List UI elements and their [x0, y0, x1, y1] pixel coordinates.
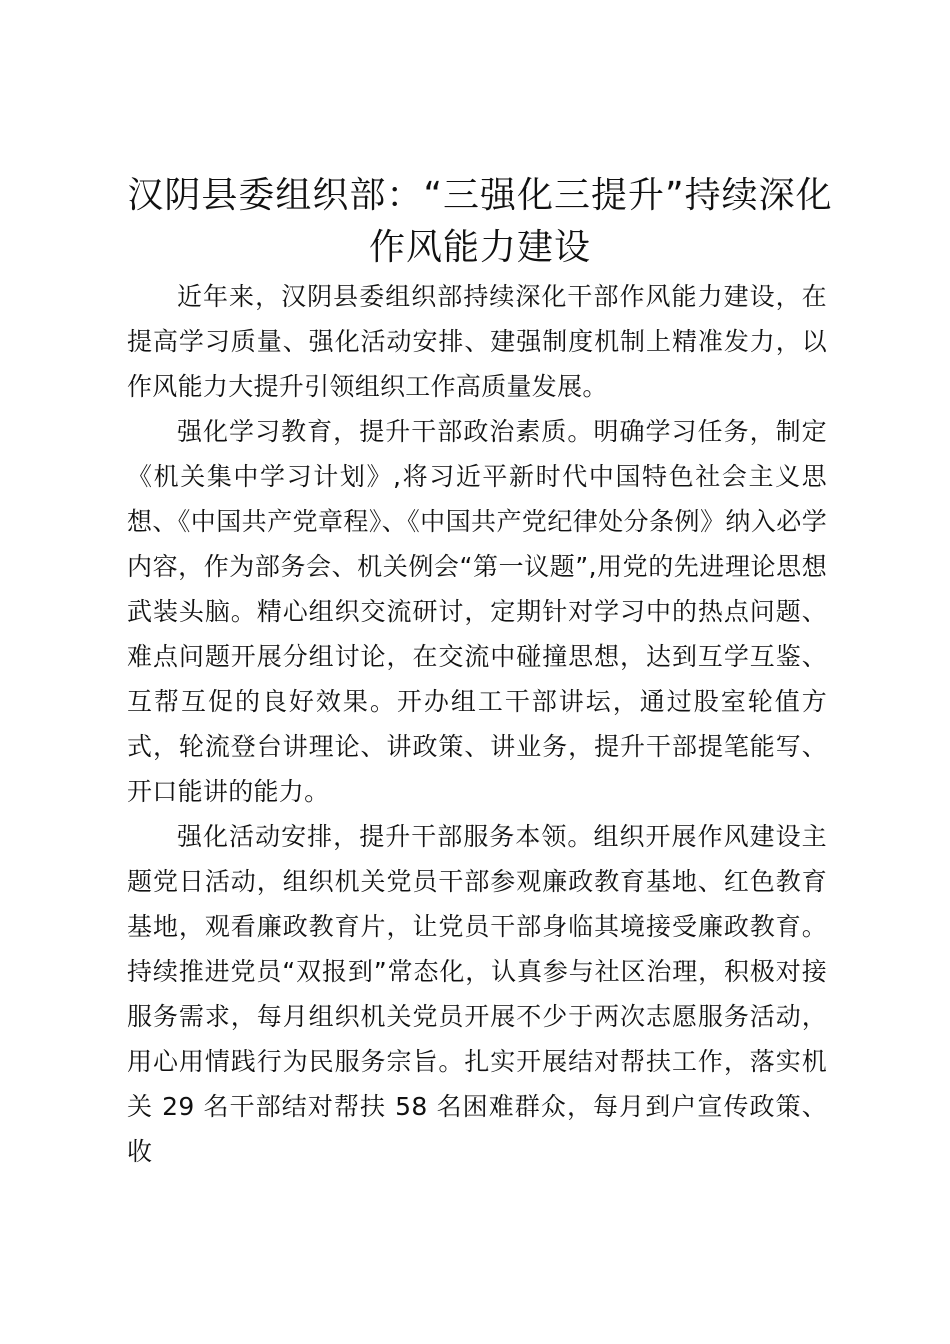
paragraph-activity-arrangement: 强化活动安排，提升干部服务本领。组织开展作风建设主题党日活动，组织机关党员干部参观廉政教育基地、红色教育基地，观看廉政教育片，让党员干部身临其境接受廉政教育。持续推进党员“双报到”常态化，认真参与社区治理，积极对接服务需求，每月组织机关党员开展不少于两次志愿服务活动，用心用情践行为民服务宗旨。扎实开展结对帮扶工作，落实机关 29 名干部结对帮扶 58 名困难群众，每月到户宣传政策、收	[127, 822, 827, 1166]
paragraph-study-education: 强化学习教育，提升干部政治素质。明确学习任务，制定《机关集中学习计划》,将习近平新时代中国特色社会主义思想、《中国共产党章程》、《中国共产党纪律处分条例》纳入必学内容，作为部务会、机关例会“第一议题”,用党的先进理论思想武装头脑。精心组织交流研讨，定期针对学习中的热点问题、难点问题开展分组讨论，在交流中碰撞思想，达到互学互鉴、互帮互促的良好效果。开办组工干部讲坛，通过股室轮值方式，轮流登台讲理论、讲政策、讲业务，提升干部提笔能写、开口能讲的能力。	[127, 417, 827, 806]
paragraph-intro: 近年来，汉阴县委组织部持续深化干部作风能力建设，在提高学习质量、强化活动安排、建强制度机制上精准发力，以作风能力大提升引领组织工作高质量发展。	[127, 282, 827, 401]
title-line-1: 汉阴县委组织部：“三强化三提升”持续深化	[127, 175, 833, 216]
title-line-2: 作风能力建设	[368, 227, 591, 268]
document-body	[127, 274, 827, 1174]
document-title	[110, 170, 850, 274]
